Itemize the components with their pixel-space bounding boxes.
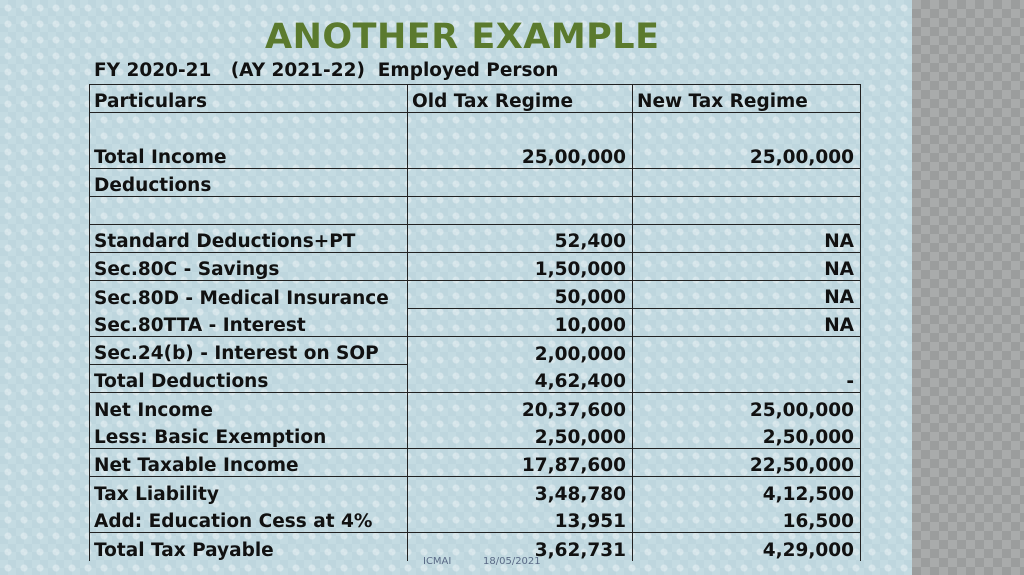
row-old-value: 52,400	[408, 225, 633, 253]
row-old-value: 20,37,600	[408, 393, 633, 421]
row-label: Add: Education Cess at 4%	[90, 505, 408, 533]
row-label: Less: Basic Exemption	[90, 421, 408, 449]
footer-date: 18/05/2021	[483, 556, 541, 567]
header-particulars: Particulars	[90, 85, 408, 113]
decorative-side-strip	[912, 0, 1024, 575]
row-old-value: 4,62,400	[408, 365, 633, 393]
row-new-value	[633, 169, 861, 197]
row-label: Sec.80C - Savings	[90, 253, 408, 281]
row-label: Total Income	[90, 113, 408, 169]
footer-org: ICMAI	[423, 556, 452, 567]
row-old-value: 50,000	[408, 281, 633, 309]
row-label: Sec.24(b) - Interest on SOP	[90, 337, 408, 365]
row-old-value	[408, 169, 633, 197]
table-row	[90, 421, 861, 449]
row-new-value: 22,50,000	[633, 449, 861, 477]
row-new-value	[633, 197, 861, 225]
row-old-value	[408, 197, 633, 225]
row-new-value: -	[633, 365, 861, 393]
table-header-row	[90, 85, 861, 113]
row-label: Deductions	[90, 169, 408, 197]
row-new-value: 4,29,000	[633, 533, 861, 561]
table-row	[90, 533, 861, 561]
row-new-value: NA	[633, 309, 861, 337]
row-old-value: 3,48,780	[408, 477, 633, 505]
table-row	[90, 225, 861, 253]
header-old-regime: Old Tax Regime	[408, 85, 633, 113]
tax-comparison-table	[89, 84, 861, 561]
row-old-value: 13,951	[408, 505, 633, 533]
table-row	[90, 337, 861, 365]
slide-subtitle: FY 2020-21 (AY 2021-22) Employed Person	[94, 60, 559, 81]
row-label: Sec.80TTA - Interest	[90, 309, 408, 337]
row-new-value: NA	[633, 281, 861, 309]
row-old-value: 10,000	[408, 309, 633, 337]
table-row	[90, 169, 861, 197]
row-old-value: 17,87,600	[408, 449, 633, 477]
row-label: Total Deductions	[90, 365, 408, 393]
table-row	[90, 281, 861, 309]
table-row	[90, 365, 861, 393]
table-row	[90, 309, 861, 337]
row-label: Sec.80D - Medical Insurance	[90, 281, 408, 309]
table-row	[90, 477, 861, 505]
header-new-regime: New Tax Regime	[633, 85, 861, 113]
row-label: Net Taxable Income	[90, 449, 408, 477]
table-row	[90, 113, 861, 169]
row-new-value: NA	[633, 253, 861, 281]
row-new-value: NA	[633, 225, 861, 253]
row-old-value: 1,50,000	[408, 253, 633, 281]
row-new-value: 2,50,000	[633, 421, 861, 449]
row-new-value	[633, 337, 861, 365]
table-row	[90, 197, 861, 225]
row-new-value: 4,12,500	[633, 477, 861, 505]
table-row	[90, 393, 861, 421]
row-old-value: 25,00,000	[408, 113, 633, 169]
table-row	[90, 449, 861, 477]
row-label: Standard Deductions+PT	[90, 225, 408, 253]
row-old-value: 2,00,000	[408, 337, 633, 365]
row-label: Total Tax Payable	[90, 533, 408, 561]
row-old-value: 2,50,000	[408, 421, 633, 449]
row-new-value: 25,00,000	[633, 393, 861, 421]
row-label: Tax Liability	[90, 477, 408, 505]
row-old-value: 3,62,731	[408, 533, 633, 561]
row-new-value: 25,00,000	[633, 113, 861, 169]
row-label: Net Income	[90, 393, 408, 421]
table-row	[90, 505, 861, 533]
table-row	[90, 253, 861, 281]
slide-title: ANOTHER EXAMPLE	[265, 17, 660, 57]
row-label	[90, 197, 408, 225]
row-new-value: 16,500	[633, 505, 861, 533]
